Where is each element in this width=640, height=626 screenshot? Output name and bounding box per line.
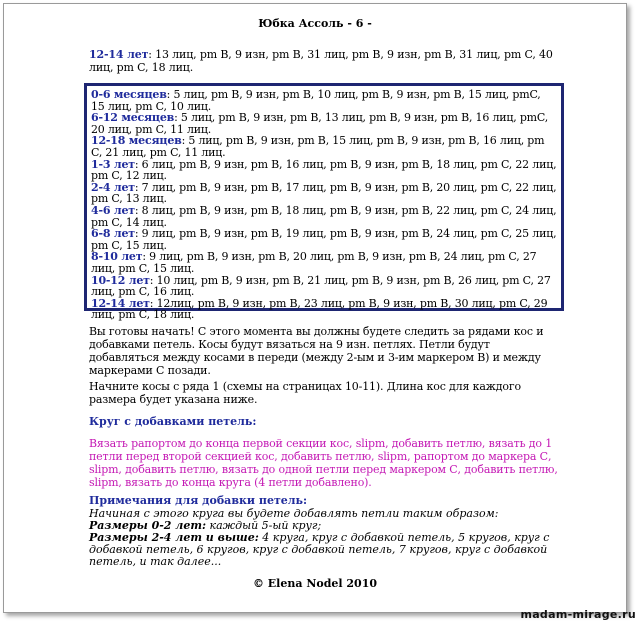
intro-size-entry <box>89 48 559 74</box>
size-text: : 8 лиц, рm B, 9 изн, рm B, 18 лиц, рm B, 9 изн, рm B, 22 лиц, рm C, 24 лиц, рm C, 14 лиц. <box>91 203 557 229</box>
size-text: : 5 лиц, рm B, 9 изн, рm B, 13 лиц, рm B, 9 изн, рm B, 16 лиц, рmC, 20 лиц, рm C, 11 лиц. <box>91 111 549 136</box>
sizes-box <box>84 83 564 322</box>
size-label: 8-10 лет <box>91 250 143 264</box>
size-entry <box>91 159 557 182</box>
ready-paragraph: Вы готовы начать! С этого момента вы должны будете следить за рядами кос и добавками петель. Косы будут вязаться на 9 изн. петлях. Петли будут добавляться между косами в переди (между 2-ым и 3-им маркером B) и между маркерами С позади. <box>89 325 544 377</box>
document-page <box>3 3 627 613</box>
size-entry <box>91 135 557 158</box>
notes-heading: Примечания для добавки петель: <box>89 494 308 507</box>
size-text: : 12лиц, рm B, 9 изн, рm B, 23 лиц, рm B, 9 изн, рm B, 30 лиц, рm C, 29 лиц, рm C, 18 лиц. <box>91 296 548 322</box>
size-text: : 5 лиц, рm B, 9 изн, рm B, 10 лиц, рm B, 9 изн, рm B, 15 лиц, рmC, 15 лиц, рm C, 10 лиц. <box>91 88 541 113</box>
size-label: 1-3 лет <box>91 157 135 171</box>
size-label: 12-18 месяцев <box>91 134 182 148</box>
size-entry <box>91 182 557 205</box>
size-entry <box>91 251 557 274</box>
size-entry <box>91 298 557 321</box>
notes-block <box>89 508 559 568</box>
size-label: 0-6 месяцев <box>91 88 167 101</box>
size-label: 12-14 лет <box>89 48 149 61</box>
size-text: : 9 лиц, рm B, 9 изн, рm B, 20 лиц, рm B, 9 изн, рm B, 24 лиц, рm C, 27 лиц, рm C, 15 лиц. <box>91 250 537 275</box>
size-text: : 10 лиц, рm B, 9 изн, рm B, 21 лиц, рm B, 9 изн, рm B, 26 лиц, рm C, 27 лиц, рm C, 16 лиц. <box>91 273 551 299</box>
size-text: : 5 лиц, рm B, 9 изн, рm B, 15 лиц, рm B, 9 изн, рm B, 16 лиц, рm C, 21 лиц, рm C, 11 лиц. <box>91 134 545 159</box>
size-entry <box>91 112 557 135</box>
size-label: 10-12 лет <box>91 273 150 287</box>
size-text: : 7 лиц, рm B, 9 изн, рm B, 17 лиц, рm B, 9 изн, рm B, 20 лиц, рm C, 22 лиц, рm C, 13 лиц. <box>91 180 557 206</box>
notes-line-1-label: Размеры 0-2 лет: <box>89 519 207 532</box>
notes-intro: Начиная с этого круга вы будете добавлять петли таким образом: <box>89 507 499 520</box>
size-text: : 9 лиц, рm B, 9 изн, рm B, 19 лиц, рm B, 9 изн, рm B, 24 лиц, рm C, 25 лиц, рm C, 15 лиц. <box>91 227 557 252</box>
size-label: 6-12 месяцев <box>91 111 175 125</box>
size-list <box>91 89 557 321</box>
size-entry <box>91 228 557 251</box>
copyright-footer: © Elena Nodel 2010 <box>252 577 378 590</box>
size-entry <box>91 89 557 112</box>
notes-line-1-text: каждый 5-ый круг; <box>206 519 322 532</box>
size-label: 4-6 лет <box>91 203 135 217</box>
braids-paragraph: Начните косы с ряда 1 (схемы на страницах 10-11). Длина кос для каждого размера будет указана ниже. <box>89 380 521 406</box>
page-title: Юбка Ассоль - 6 - <box>258 17 372 30</box>
notes-line-2-label: Размеры 2-4 лет и выше: <box>89 531 259 544</box>
size-label: 6-8 лет <box>91 227 135 241</box>
size-label: 2-4 лет <box>91 180 135 194</box>
site-watermark: madam-mirage.ru <box>520 608 636 621</box>
size-text: : 13 лиц, рm B, 9 изн, рm B, 31 лиц, рm B, 9 изн, рm B, 31 лиц, рm C, 40 лиц, рm C, 18 лиц. <box>89 48 553 74</box>
increase-round-heading: Круг с добавками петель: <box>89 415 257 428</box>
size-entry <box>91 275 557 298</box>
notes-line-2-text: 4 круга, круг с добавкой петель, 5 кругов, круг с добавкой петель, 6 кругов, круг с добавкой петель, 7 кругов, круг с добавкой петель, и так далее... <box>89 531 550 568</box>
notes-line-2 <box>89 532 559 568</box>
increase-round-text: Вязать рапортом до конца первой секции кос, slipm, добавить петлю, вязать до 1 петли перед второй секцией кос, добавить петлю, slipm, рапортом до маркера С, slipm, добавить петлю, вязать до одной петли перед маркером С, добавить петлю, slipm, вязать до конца круга (4 петли добавлено). <box>89 437 558 489</box>
size-text: : 6 лиц, рm B, 9 изн, рm B, 16 лиц, рm B, 9 изн, рm B, 18 лиц, рm C, 22 лиц, рm C, 12 лиц. <box>91 157 557 183</box>
size-entry <box>91 205 557 228</box>
size-label: 12-14 лет <box>91 296 150 310</box>
